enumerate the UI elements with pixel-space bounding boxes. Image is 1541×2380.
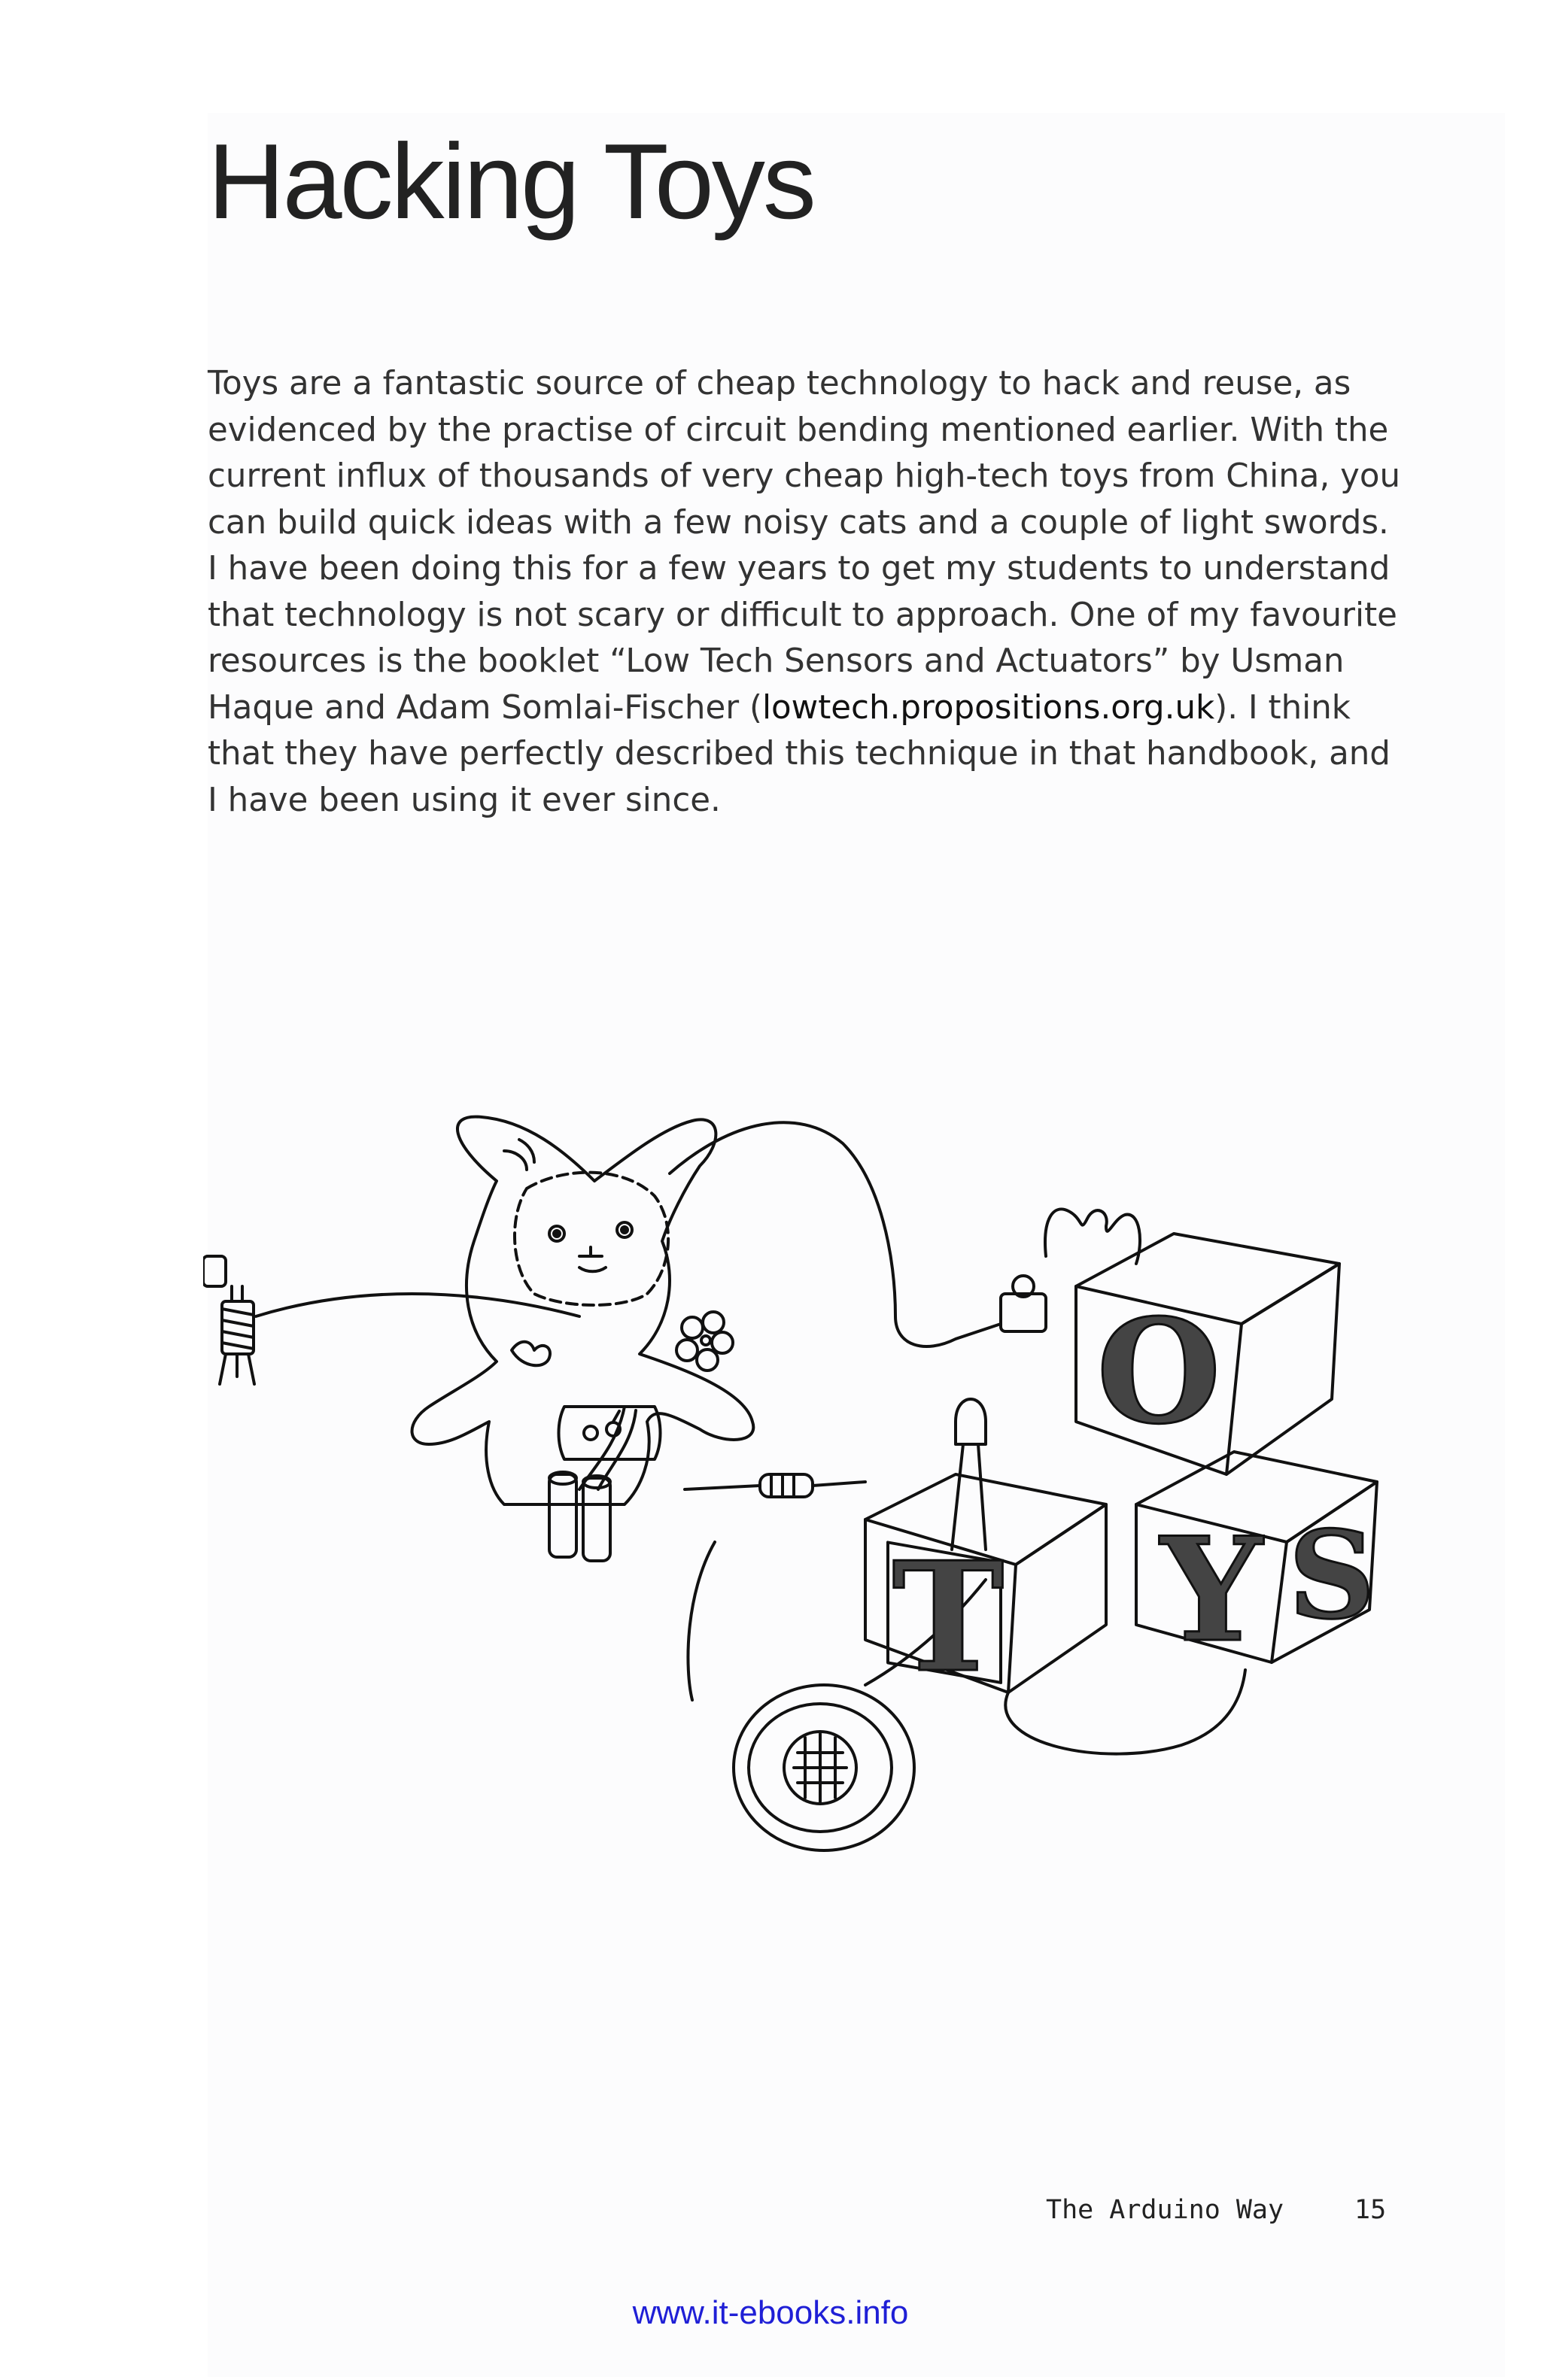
paragraph-line: resources is the booklet “Low Tech Sensors and Actuators” by Usman bbox=[208, 642, 1345, 680]
body-paragraph bbox=[208, 361, 1401, 824]
paragraph-text: Haque and Adam Somlai-Fischer ( bbox=[208, 688, 762, 727]
paragraph-line: that technology is not scary or difficult to approach. One of my favourite bbox=[208, 596, 1397, 634]
running-footer-title: The Arduino Way bbox=[1046, 2195, 1284, 2225]
paragraph-line: evidenced by the practise of circuit bending mentioned earlier. With the bbox=[208, 411, 1389, 449]
page-number: 15 bbox=[1354, 2195, 1387, 2225]
block-letter-y: Y bbox=[1160, 1506, 1263, 1674]
paragraph-line: I have been using it ever since. bbox=[208, 781, 721, 819]
bunny-toy bbox=[412, 1117, 754, 1561]
paragraph-line bbox=[208, 685, 1381, 732]
block-letter-t: T bbox=[892, 1529, 1005, 1706]
paragraph-line: can build quick ideas with a few noisy cats and a couple of light swords. bbox=[208, 503, 1389, 542]
watermark-link[interactable]: www.it-ebooks.info bbox=[632, 2294, 909, 2331]
flower-decoration bbox=[676, 1312, 733, 1371]
block-letter-s: S bbox=[1288, 1504, 1375, 1646]
toys-illustration bbox=[203, 1068, 1400, 1881]
lowtech-link[interactable]: lowtech.propositions.org.uk bbox=[761, 688, 1215, 727]
paragraph-line: current influx of thousands of very cheap high-tech toys from China, you bbox=[208, 457, 1401, 495]
paragraph-line: I have been doing this for a few years to get my students to understand bbox=[208, 550, 1391, 587]
paragraph-line: Toys are a fantastic source of cheap technology to hack and reuse, as bbox=[208, 365, 1351, 402]
page-title: Hacking Toys bbox=[208, 122, 814, 241]
paragraph-text: ). I think bbox=[1214, 688, 1351, 727]
block-letter-o: O bbox=[1096, 1288, 1221, 1456]
paragraph-line: that they have perfectly described this technique in that handbook, and bbox=[208, 735, 1391, 773]
